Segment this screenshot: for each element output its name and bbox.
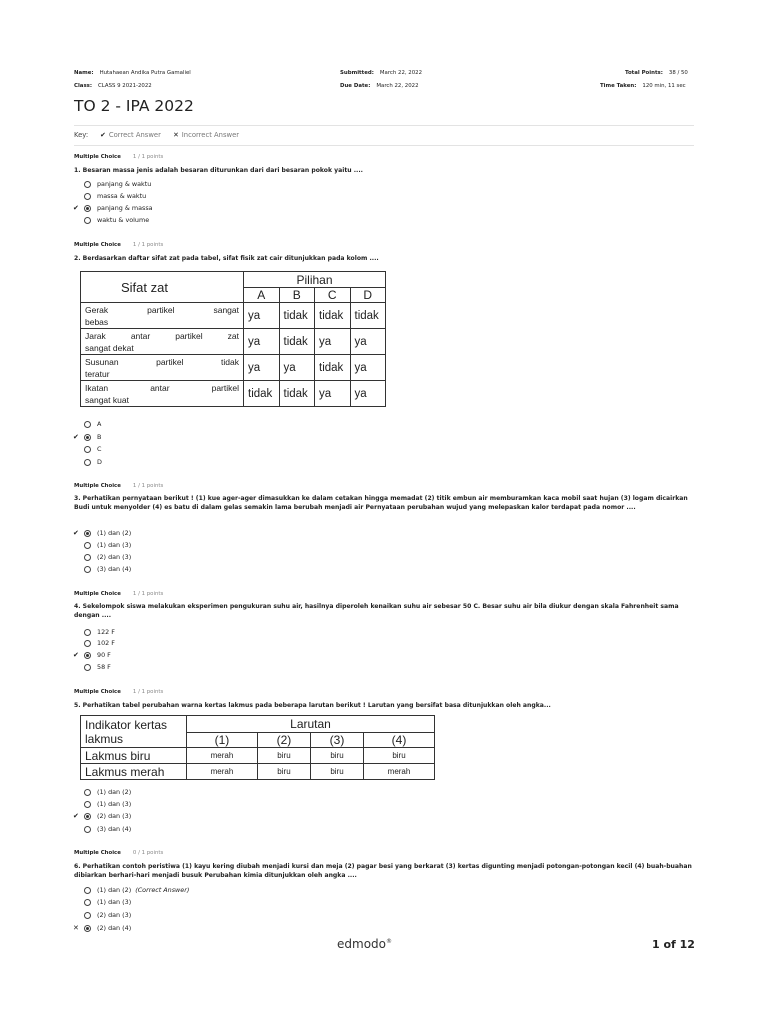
column-header: D: [350, 288, 386, 303]
radio-icon: [84, 181, 91, 188]
question-text: 2. Berdasarkan daftar sifat zat pada tabel, sifat fisik zat cair ditunjukkan pada kolom ....: [74, 255, 379, 262]
table-row: Gerak partikel sangat bebas ya tidak tidak tidak: [81, 303, 386, 329]
answer-option[interactable]: (1) dan (2): [84, 528, 131, 538]
incorrect-key-item: ✕ Incorrect Answer: [173, 131, 240, 139]
radio-icon: [84, 446, 91, 453]
table-row: Susunan partikel tidak teratur ya ya tidak ya: [81, 355, 386, 381]
answer-option[interactable]: panjang & waktu: [84, 179, 151, 189]
correct-answer-note: (Correct Answer): [135, 886, 190, 894]
radio-icon: [84, 193, 91, 200]
answer-option[interactable]: panjang & massa: [84, 203, 153, 213]
check-icon: ✔: [100, 131, 106, 139]
column-header: (1): [187, 733, 258, 748]
radio-icon: [84, 459, 91, 466]
radio-selected-icon: [84, 530, 91, 537]
check-icon: ✔: [73, 529, 79, 537]
answer-option[interactable]: massa & waktu: [84, 191, 146, 201]
radio-selected-icon: [84, 205, 91, 212]
radio-icon: [84, 887, 91, 894]
answer-option[interactable]: (1) dan (3): [84, 799, 131, 809]
column-header: (4): [364, 733, 435, 748]
radio-icon: [84, 554, 91, 561]
name-field: Name: Hutahaean Andika Putra Gamaliel: [74, 70, 191, 76]
answer-option[interactable]: (3) dan (4): [84, 564, 131, 574]
correct-key-item: ✔ Correct Answer: [100, 131, 161, 139]
answer-option[interactable]: waktu & volume: [84, 215, 149, 225]
radio-icon: [84, 664, 91, 671]
page-title: TO 2 - IPA 2022: [74, 97, 194, 115]
radio-icon: [84, 542, 91, 549]
question-type: Multiple Choice 1 / 1 points: [74, 154, 164, 160]
radio-icon: [84, 566, 91, 573]
column-header: B: [279, 288, 315, 303]
answer-option[interactable]: C: [84, 444, 101, 454]
cross-icon: ✕: [73, 924, 79, 932]
question-text: 5. Perhatikan tabel perubahan warna kertas lakmus pada beberapa larutan berikut ! Larutan yang bersifat basa ditunjukkan oleh angka...: [74, 702, 551, 709]
table-header: Pilihan: [244, 272, 386, 288]
question-text: 1. Besaran massa jenis adalah besaran diturunkan dari dari besaran pokok yaitu ....: [74, 167, 363, 174]
radio-icon: [84, 801, 91, 808]
meta-row-2: [74, 83, 694, 93]
edmodo-logo: edmodo®: [337, 937, 392, 951]
question-type: Multiple Choice 0 / 1 points: [74, 850, 164, 856]
radio-selected-icon: [84, 925, 91, 932]
answer-option[interactable]: (2) dan (4): [84, 923, 131, 933]
table-header: Larutan: [187, 716, 435, 733]
question-text: 3. Perhatikan pernyataan berikut ! (1) kue ager-ager dimasukkan ke dalam cetakan hingga memadat (2) titik embun air memburamkan kaca mobil saat hujan (3) logam dicairkan Budi untuk menyolder (4) es batu di dalam gelas semakin lama berubah menjadi air Pernyataan perubahan wujud yang melepaskan kalor terdapat pada nomor ....: [74, 495, 688, 511]
submitted-field: Submitted: March 22, 2022: [340, 70, 423, 76]
radio-icon: [84, 640, 91, 647]
class-field: Class: CLASS 9 2021-2022: [74, 83, 152, 89]
answer-option[interactable]: (1) dan (3): [84, 540, 131, 550]
time-taken-field: Time Taken: 120 min, 11 sec: [600, 83, 686, 89]
divider: [74, 125, 694, 126]
column-header: (3): [310, 733, 363, 748]
radio-icon: [84, 421, 91, 428]
question-type: Multiple Choice 1 / 1 points: [74, 483, 164, 489]
question-table: [80, 715, 435, 780]
column-header: C: [315, 288, 351, 303]
answer-option[interactable]: (1) dan (3): [84, 897, 131, 907]
cross-icon: ✕: [173, 131, 179, 139]
check-icon: ✔: [73, 433, 79, 441]
answer-option[interactable]: B: [84, 432, 101, 442]
check-icon: ✔: [73, 651, 79, 659]
due-date-field: Due Date: March 22, 2022: [340, 83, 419, 89]
answer-option[interactable]: (2) dan (3): [84, 910, 131, 920]
table-row: Lakmus biru merah biru biru biru: [81, 748, 435, 764]
answer-option[interactable]: (2) dan (3): [84, 811, 131, 821]
table-row: Lakmus merah merah biru biru merah: [81, 764, 435, 780]
radio-icon: [84, 899, 91, 906]
question-type: Multiple Choice 1 / 1 points: [74, 242, 164, 248]
radio-selected-icon: [84, 434, 91, 441]
radio-icon: [84, 217, 91, 224]
answer-option[interactable]: A: [84, 419, 101, 429]
page-number: 1 of 12: [652, 938, 695, 951]
table-header: Indikator kertas lakmus: [81, 716, 187, 748]
answer-option[interactable]: 58 F: [84, 662, 111, 672]
check-icon: ✔: [73, 812, 79, 820]
radio-icon: [84, 912, 91, 919]
radio-icon: [84, 789, 91, 796]
table-row: Jarak antar partikel zat sangat dekat ya tidak ya ya: [81, 329, 386, 355]
radio-selected-icon: [84, 652, 91, 659]
question-type: Multiple Choice 1 / 1 points: [74, 689, 164, 695]
meta-row-1: [74, 70, 694, 80]
radio-selected-icon: [84, 813, 91, 820]
question-text: 6. Perhatikan contoh peristiwa (1) kayu kering diubah menjadi kursi dan meja (2) pagar besi yang berkarat (3) kertas digunting menjadi potongan-potongan kecil (4) buah-buahan dibiarkan berhari-hari menjadi busuk Perubahan kimia ditunjukkan oleh angka ....: [74, 863, 692, 879]
question-table: [80, 271, 386, 407]
answer-key: Key: ✔ Correct Answer ✕ Incorrect Answer: [74, 131, 240, 139]
table-row: Ikatan antar partikel sangat kuat tidak tidak ya ya: [81, 381, 386, 407]
answer-option[interactable]: D: [84, 457, 102, 467]
column-header: A: [244, 288, 280, 303]
radio-icon: [84, 629, 91, 636]
answer-option[interactable]: 90 F: [84, 650, 111, 660]
answer-option[interactable]: 102 F: [84, 638, 115, 648]
question-type: Multiple Choice 1 / 1 points: [74, 591, 164, 597]
question-text: 4. Sekelompok siswa melakukan eksperimen pengukuran suhu air, hasilnya diperoleh kenaikan suhu air sebesar 50 C. Besar suhu air bila diukur dengan skala Fahrenheit sama dengan ....: [74, 603, 679, 619]
table-header: Sifat zat: [81, 272, 244, 303]
answer-option[interactable]: (1) dan (2) (Correct Answer): [84, 885, 189, 895]
total-points-field: Total Points: 38 / 50: [625, 70, 688, 76]
answer-option[interactable]: (1) dan (2): [84, 787, 131, 797]
divider: [74, 145, 694, 146]
answer-option[interactable]: (2) dan (3): [84, 552, 131, 562]
column-header: (2): [257, 733, 310, 748]
answer-option[interactable]: 122 F: [84, 627, 115, 637]
check-icon: ✔: [73, 204, 79, 212]
radio-icon: [84, 826, 91, 833]
answer-option[interactable]: (3) dan (4): [84, 824, 131, 834]
